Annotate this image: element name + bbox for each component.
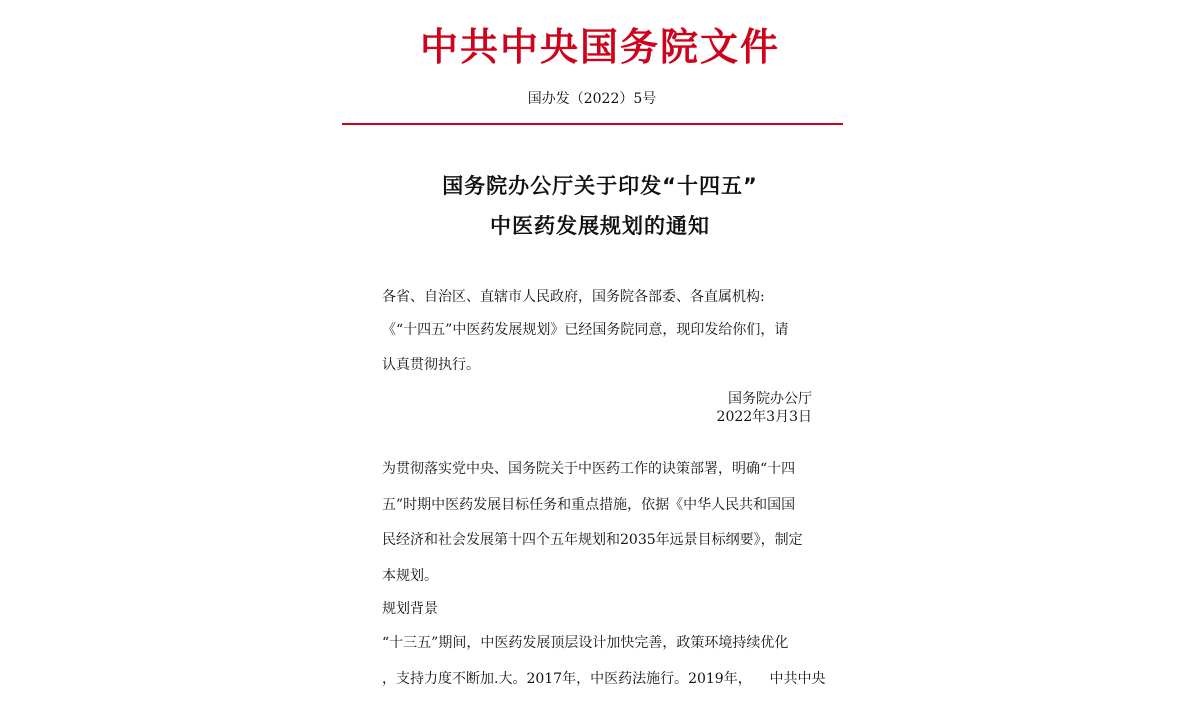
paragraph-line: 《“十四五”中医药发展规划》已经国务院同意，现印发给你们，请 bbox=[382, 322, 789, 338]
paragraph-line: 本规划。 bbox=[382, 568, 438, 584]
signature-date: 2022年3月3日 bbox=[716, 409, 812, 425]
document-header-title: 中共中央国务院文件 bbox=[419, 24, 780, 69]
paragraph-line: 为贯彻落实党中央、国务院关于中医药工作的诀策部署，明确“十四 bbox=[382, 461, 796, 477]
paragraph-line: 认真贯彻执行。 bbox=[382, 357, 480, 373]
paragraph-line: 民经济和社会发展第十四个五年规划和2035年远景目标纲要》，制定 bbox=[382, 532, 803, 548]
paragraph-line: “十三五”期间，中医药发展顶层设计加快完善，政策环境持续优化 bbox=[382, 635, 789, 651]
document-number: 国办发（2022）5号 bbox=[527, 91, 657, 107]
paragraph-line: 五”时期中医药发展目标任务和重点措施，依据《中华人民共和国国 bbox=[382, 497, 796, 513]
signature-office: 国务院办公厅 bbox=[728, 391, 812, 407]
salutation: 各省、自治区、直辖市人民政府，国务院各部委、各直属机构: bbox=[382, 289, 765, 305]
header-red-divider bbox=[342, 123, 843, 125]
paragraph-line: ，支持力度不断加.大。2017年，中医药法施行。2019年， 中共中央 bbox=[382, 671, 826, 687]
section-heading: 规划背景 bbox=[382, 601, 438, 617]
notice-title-line-2: 中医药发展规划的通知 bbox=[490, 214, 710, 238]
notice-title-line-1: 国务院办公厅关于印发“十四五” bbox=[442, 174, 758, 198]
